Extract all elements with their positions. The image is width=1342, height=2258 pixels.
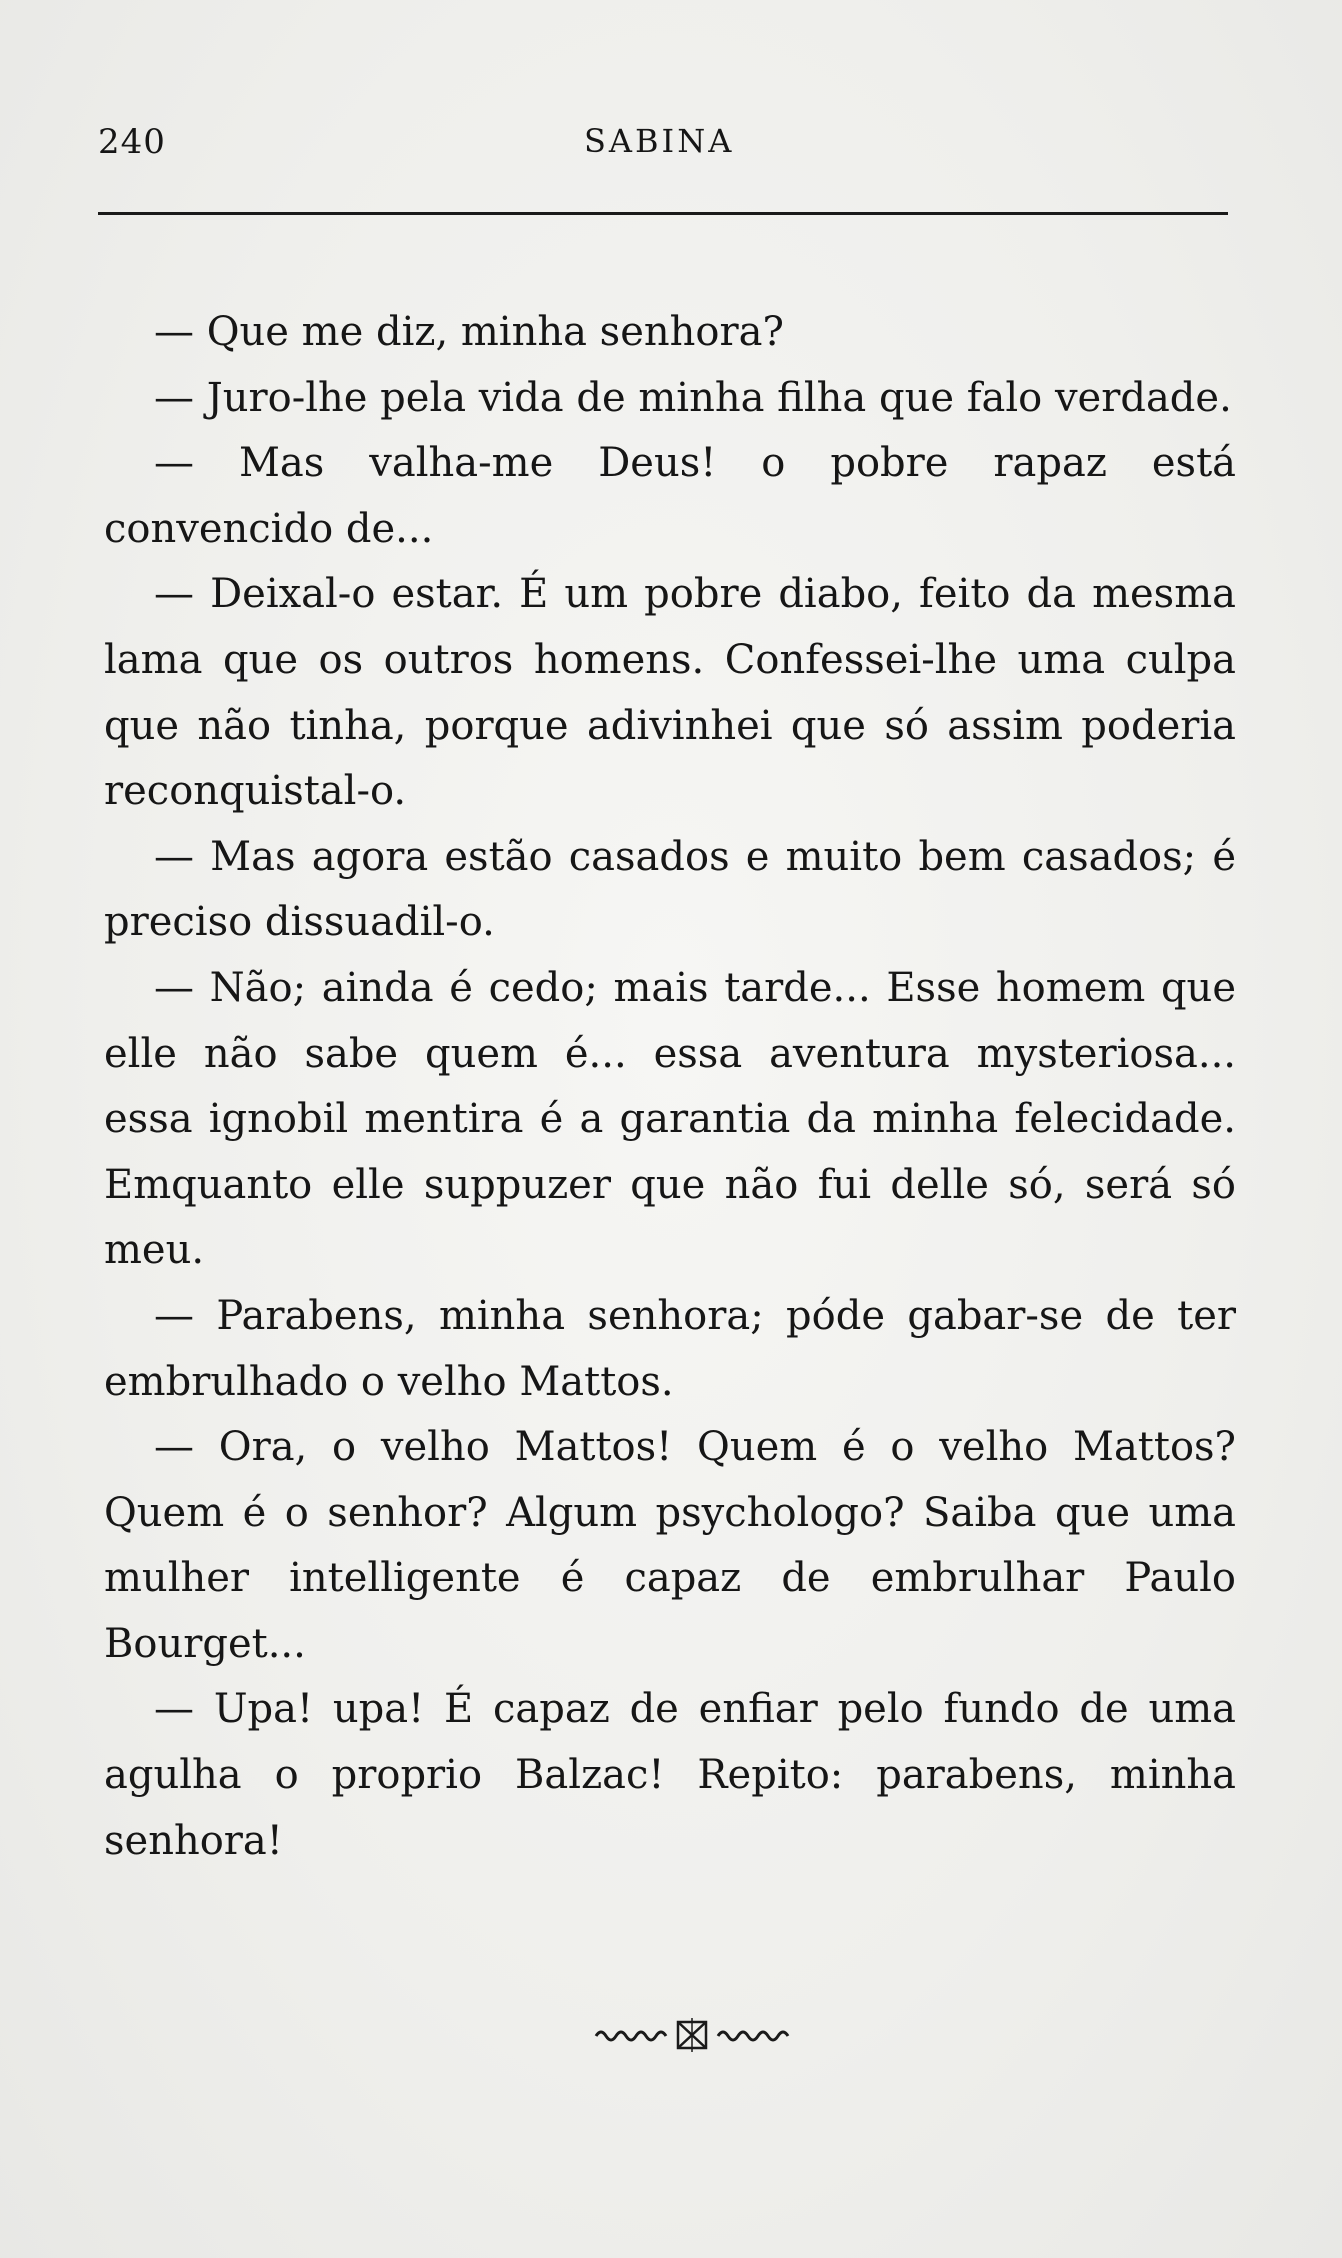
paragraph: — Ora, o velho Mattos! Quem é o velho Mattos? Quem é o senhor? Algum psychologo? Saiba que uma mulher intelligente é capaz de embrulhar Paulo Bourget... bbox=[104, 1424, 1236, 1667]
header-rule bbox=[98, 212, 1228, 215]
running-title: SABINA bbox=[584, 122, 735, 160]
paragraph: — Não; ainda é cedo; mais tarde... Esse homem que elle não sabe quem é... essa aventura mysteriosa... essa ignobil mentira é a garantia da minha felecidade. Emquanto elle suppuzer que não fui delle só, será só meu. bbox=[104, 964, 1236, 1274]
paragraph: — Deixal-o estar. É um pobre diabo, feito da mesma lama que os outros homens. Confessei-lhe uma culpa que não tinha, porque adivinhei que só assim poderia reconquistal-o. bbox=[104, 571, 1236, 815]
body-text bbox=[104, 300, 1236, 1874]
paragraph: — Parabens, minha senhora; póde gabar-se de ter embrulhado o velho Mattos. bbox=[104, 1292, 1236, 1405]
paragraph: — Mas agora estão casados e muito bem casados; é preciso dissuadil-o. bbox=[104, 833, 1236, 946]
fleuron-ornament-icon bbox=[592, 2014, 792, 2054]
paragraph: — Que me diz, minha senhora? bbox=[154, 309, 784, 355]
page-number: 240 bbox=[98, 122, 166, 162]
page-header bbox=[98, 118, 1228, 168]
paragraph: — Mas valha-me Deus! o pobre rapaz está convencido de... bbox=[104, 440, 1236, 552]
paragraph: — Upa! upa! É capaz de enfiar pelo fundo de uma agulha o proprio Balzac! Repito: parabens, minha senhora! bbox=[104, 1686, 1236, 1864]
paragraph: — Juro-lhe pela vida de minha filha que falo verdade. bbox=[154, 374, 1232, 421]
